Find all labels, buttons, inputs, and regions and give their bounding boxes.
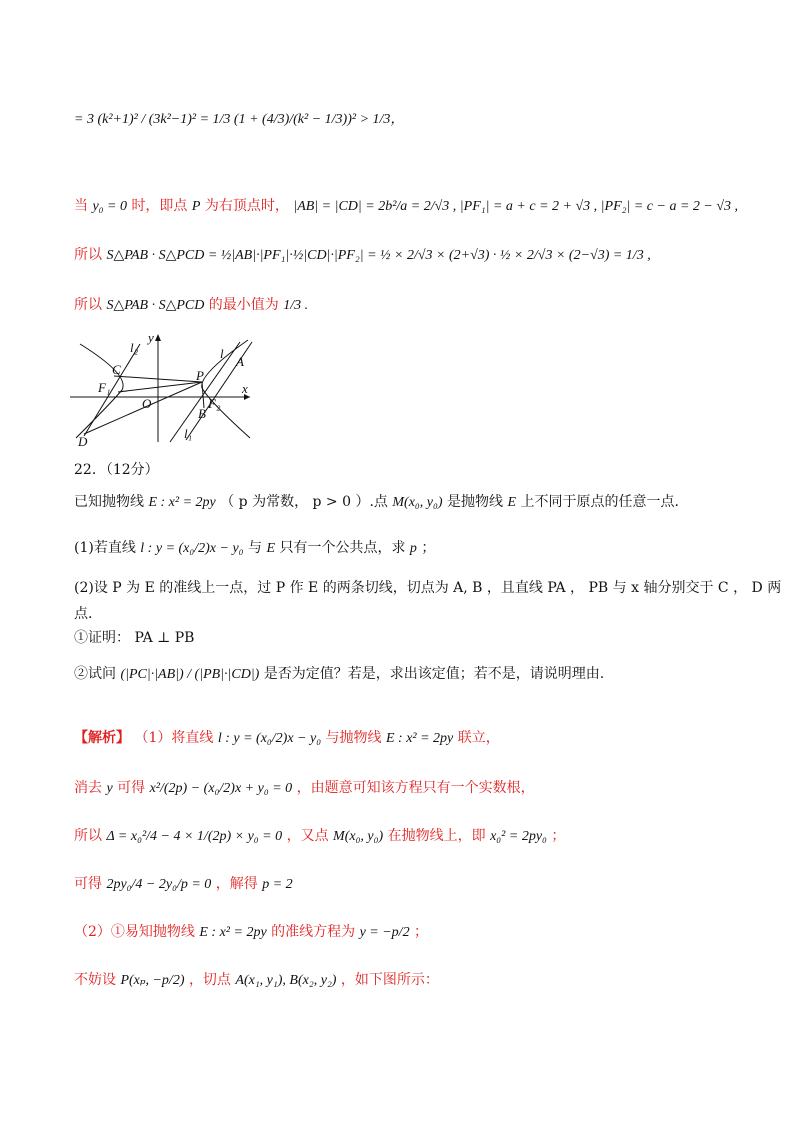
sol3-a: 所以: [74, 828, 102, 844]
sol2-b: 可得: [117, 780, 146, 796]
sol4-math2: p = 2: [262, 877, 293, 892]
q1-E: E: [266, 541, 276, 556]
q2-part-i: ①证明： PA ⊥ PB: [74, 630, 195, 646]
sol-line-2: [74, 778, 535, 799]
q1-p: p: [409, 541, 417, 556]
sol5-b: 的准线方程为: [271, 924, 356, 940]
sol6-c: ，如下图所示：: [340, 972, 439, 988]
sol1-c: 联立，: [457, 730, 500, 746]
when-text-a: 当: [74, 198, 88, 214]
min-text-b: 的最小值为: [208, 297, 279, 313]
sol1-math2: E : x² = 2py: [385, 731, 454, 746]
q2-line-2: 点.: [74, 606, 93, 622]
so-formula: S△PAB · S△PCD = ½|AB|·|PF₁|·½|CD|·|PF₂| = ½ × 2/√3 × (2+√3) · ½ × 2/√3 × (2−√3) = 1/3 ,: [106, 248, 651, 263]
sol-line-1: [74, 728, 500, 749]
when-text-b: 时，即点: [131, 198, 188, 214]
sol1-a: （1）将直线: [134, 730, 214, 746]
line-PF1: [118, 382, 202, 392]
so-text: 所以: [74, 247, 102, 263]
q1-line: [74, 538, 435, 559]
sol4-a: 可得: [74, 876, 102, 892]
q-stem-math: E : x² = 2py: [148, 495, 216, 510]
hyperbola-figure: [70, 330, 260, 450]
label-F1: F₁: [98, 380, 111, 395]
sol1-b: 与抛物线: [325, 730, 382, 746]
sol3-math: Δ = x₀²/4 − 4 × 1/(2p) × y₀ = 0: [106, 829, 283, 844]
sol-line-6: [74, 970, 439, 991]
sol3-b: ，又点: [286, 828, 329, 844]
calc-formula: = 3 (k²+1)² / (3k²−1)² = 1/3 (1 + (4/3)/(k² − 1/3))² > 1/3，: [74, 112, 405, 127]
sol2-y: y: [106, 781, 113, 796]
sol5-math2: y = −p/2: [359, 925, 410, 940]
q1-a: (1)若直线: [74, 540, 136, 556]
sol-line-5: [74, 922, 428, 943]
calc-line-1: [74, 110, 404, 130]
label-x: x: [242, 381, 248, 396]
label-O: O: [142, 396, 152, 411]
when-point: P: [191, 199, 201, 214]
q-stem-c: 是抛物线: [446, 494, 503, 510]
label-C: C: [112, 362, 121, 377]
sol3-d: ；: [551, 828, 566, 844]
q-stem-b: （ p 为常数， p > 0 ）.点: [220, 494, 388, 510]
min-text-a: 所以: [74, 297, 102, 313]
q-stem-E: E: [507, 495, 516, 510]
sol5-math: E : x² = 2py: [199, 925, 267, 940]
q-stem: [74, 492, 679, 513]
min-formula: S△PAB · S△PCD: [106, 298, 205, 313]
q1-math: l : y = (x₀/2)x − y₀: [140, 541, 244, 556]
label-A: A: [236, 354, 244, 369]
q2-part-ii: [74, 664, 604, 685]
when-math-eq: y₀ = 0: [92, 199, 127, 214]
sol3-math2: x₀² = 2py₀: [490, 829, 547, 844]
sol4-math: 2py₀/4 − 2y₀/p = 0: [106, 877, 212, 892]
label-P: P: [196, 368, 204, 383]
sol4-b: ，解得: [215, 876, 258, 892]
q-stem-point: M(x₀, y₀): [392, 495, 443, 510]
label-B: B: [198, 406, 206, 421]
sol-line-3: [74, 826, 565, 847]
sol2-c: ，由题意可知该方程只有一个实数根，: [296, 780, 535, 796]
when-text-c: 为右顶点时，: [204, 198, 289, 214]
q-number: 22．（12分）: [74, 462, 159, 478]
so-line: [74, 245, 651, 266]
q2-ii-b: 是否为定值？若是，求出该定值；若不是，请说明理由.: [263, 666, 605, 682]
sol6-a: 不妨设: [74, 972, 116, 988]
label-l: l: [220, 346, 224, 361]
q1-c: 只有一个公共点，求: [279, 540, 406, 556]
sol2-a: 消去: [74, 780, 102, 796]
min-value: 1/3 .: [283, 298, 309, 313]
sol6-b: ，切点: [188, 972, 231, 988]
label-D: D: [78, 434, 88, 449]
sol1-math1: l : y = (x₀/2)x − y₀: [217, 731, 322, 746]
solution-tag: 【解析】: [74, 730, 130, 746]
sol3-c: 在抛物线上，即: [387, 828, 486, 844]
q-stem-d: 上不同于原点的任意一点.: [520, 494, 679, 510]
q-stem-a: 已知抛物线: [74, 494, 144, 510]
q1-d: ；: [421, 540, 436, 556]
label-F2: F₂: [208, 396, 221, 411]
sol-line-4: [74, 874, 293, 895]
sol2-math: x²/(2p) − (x₀/2)x + y₀ = 0: [149, 781, 293, 796]
sol6-math: P(xₚ, −p/2): [120, 973, 185, 988]
sol3-point: M(x₀, y₀): [333, 829, 384, 844]
label-l2: l₂: [130, 340, 139, 355]
min-line: [74, 295, 308, 316]
q2-ii-a: ②试问: [74, 666, 116, 682]
sol5-a: （2）①易知抛物线: [74, 924, 195, 940]
label-y: y: [148, 330, 154, 345]
sol5-c: ；: [414, 924, 429, 940]
q1-b: 与: [248, 540, 262, 556]
sol6-math2: A(x₁, y₁), B(x₂, y₂): [235, 973, 337, 988]
q2-ii-math: (|PC|·|AB|) / (|PB|·|CD|): [120, 667, 260, 682]
when-formula: |AB| = |CD| = 2b²/a = 2/√3 , |PF₁| = a + c = 2 + √3 , |PF₂| = c − a = 2 − √3 ,: [293, 199, 739, 214]
q2-line-1: (2)设 P 为 E 的准线上一点，过 P 作 E 的两条切线，切点为 A, B ，且直线 PA ， PB 与 x 轴分别交于 C ， D 两: [74, 580, 782, 596]
label-l1: l₁: [184, 426, 193, 441]
when-line: [74, 196, 738, 217]
